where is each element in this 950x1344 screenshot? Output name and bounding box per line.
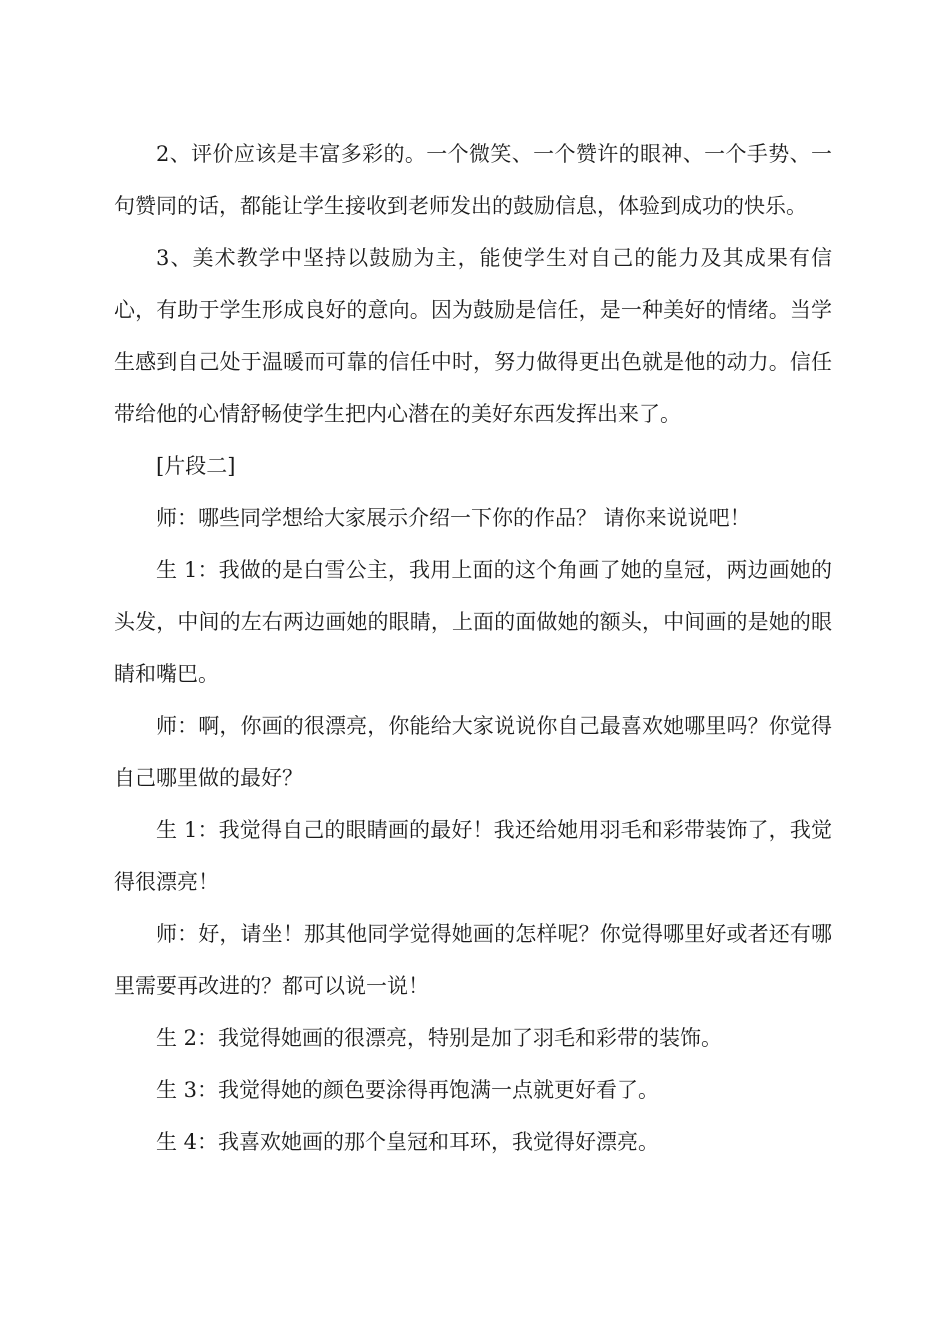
dialogue-teacher-3: 师：好，请坐！那其他同学觉得她画的怎样呢？你觉得哪里好或者还有哪里需要再改进的？都可以说一说！ [114,922,832,998]
dialogue-teacher-1: 师：哪些同学想给大家展示介绍一下你的作品？ 请你来说说吧！ [156,506,751,530]
paragraph-encouragement: 3、美术教学中坚持以鼓励为主，能使学生对自己的能力及其成果有信心，有助于学生形成良好的意向。因为鼓励是信任，是一种美好的情绪。当学生感到自己处于温暖而可靠的信任中时，努力做得更出色就是他的动力。信任带给他的心情舒畅使学生把内心潜在的美好东西发挥出来了。 [114,246,832,426]
section-heading-fragment-two: [片段二] [156,454,236,478]
dialogue-student1-2: 生 1：我觉得自己的眼睛画的最好！我还给她用羽毛和彩带装饰了，我觉得很漂亮！ [114,818,832,894]
document-body [114,128,832,1168]
paragraph-evaluation-variety: 2、评价应该是丰富多彩的。一个微笑、一个赞许的眼神、一个手势、一句赞同的话，都能让学生接收到老师发出的鼓励信息，体验到成功的快乐。 [114,142,832,218]
dialogue-student2: 生 2：我觉得她画的很漂亮，特别是加了羽毛和彩带的装饰。 [156,1026,723,1050]
dialogue-student4: 生 4：我喜欢她画的那个皇冠和耳环，我觉得好漂亮。 [156,1130,660,1154]
dialogue-teacher-2: 师：啊，你画的很漂亮，你能给大家说说你自己最喜欢她哪里吗？你觉得自己哪里做的最好？ [114,714,832,790]
dialogue-student3: 生 3：我觉得她的颜色要涂得再饱满一点就更好看了。 [156,1078,660,1102]
dialogue-student1-1: 生 1：我做的是白雪公主，我用上面的这个角画了她的皇冠，两边画她的头发，中间的左右两边画她的眼睛，上面的面做她的额头，中间画的是她的眼睛和嘴巴。 [114,558,832,686]
